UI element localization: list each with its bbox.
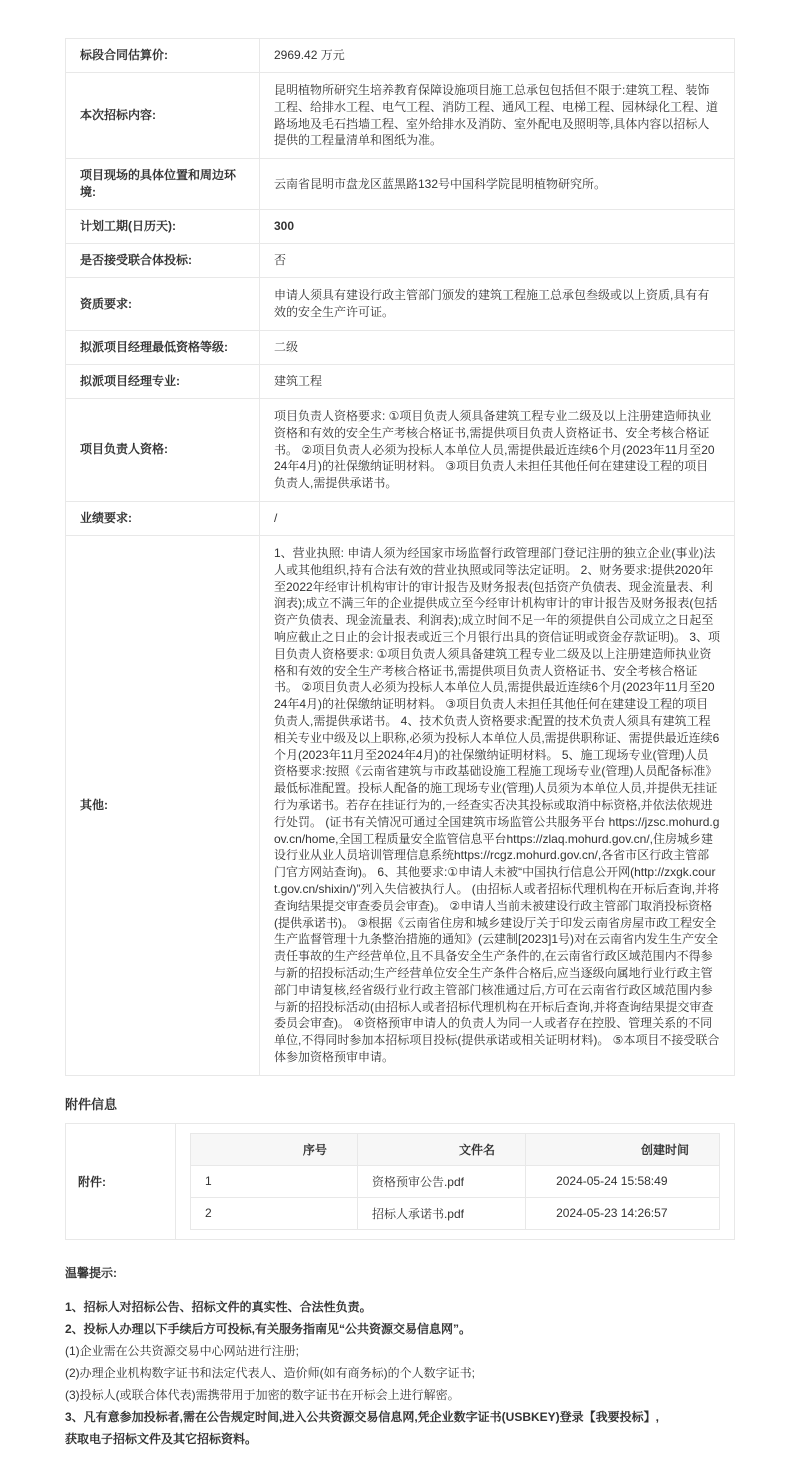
field-label: 计划工期(日历天):	[66, 210, 260, 244]
attachment-file-link[interactable]: 招标人承诺书.pdf	[357, 1197, 525, 1229]
field-label: 项目负责人资格:	[66, 399, 260, 502]
attachments-table	[65, 1123, 735, 1240]
tips-line: 2、投标人办理以下手续后方可投标,有关服务指南见“公共资源交易信息网”。	[65, 1321, 472, 1336]
column-header-seq: 序号	[191, 1133, 358, 1165]
field-value: /	[260, 501, 735, 535]
field-value: 否	[260, 244, 735, 278]
attachment-file-link[interactable]: 资格预审公告.pdf	[357, 1165, 525, 1197]
field-value: 二级	[260, 330, 735, 364]
field-label: 拟派项目经理最低资格等级:	[66, 330, 260, 364]
column-header-created: 创建时间	[526, 1133, 720, 1165]
attachment-row	[191, 1165, 720, 1197]
attachment-seq: 2	[191, 1197, 358, 1229]
tips-line: 1、招标人对招标公告、招标文件的真实性、合法性负责。	[65, 1299, 372, 1314]
table-row	[66, 330, 735, 364]
attachment-created: 2024-05-23 14:26:57	[526, 1197, 720, 1229]
attachments-section-title: 附件信息	[65, 1096, 118, 1112]
attachments-header-row	[191, 1133, 720, 1165]
field-value: 项目负责人资格要求: ①项目负责人须具备建筑工程专业二级及以上注册建造师执业资格和有效的安全生产考核合格证书,需提供项目负责人资格证书、安全考核合格证书。 ②项目负责人必须为投标人本单位人员,需提供最近连续6个月(2023年11月至2024年4月)的社保缴纳证明材料。 ③项目负责人未担任其他任何在建建设工程的项目负责人,需提供承诺书。	[260, 399, 735, 502]
field-value: 1、营业执照: 申请人须为经国家市场监督行政管理部门登记注册的独立企业(事业)法人或其他组织,持有合法有效的营业执照或同等法定证明。 2、财务要求:提供2020年至2022年经审计机构审计的审计报告及财务报表(包括资产负债表、现金流量表、利润表);成立不满三年的企业提供成立至今经审计机构审计的审计报告及财务报表(包括资产负债表、现金流量表、利润表);成立时间不足一年的须提供自公司成立之日起至响应截止之日止的会计报表或近三个月银行出具的资信证明或资金存款证明)。 3、项目负责人资格要求: ①项目负责人须具备建筑工程专业二级及以上注册建造师执业资格和有效的安全生产考核合格证书,需提供项目负责人资格证书、安全考核合格证书。 ②项目负责人必须为投标人本单位人员,需提供最近连续6个月(2023年11月至2024年4月)的社保缴纳证明材料。 ③项目负责人未担任其他任何在建建设工程的项目负责人,需提供承诺书。 4、技术负责人资格要求:配置的技术负责人须具有建筑工程相关专业中级及以上职称,必须为投标人本单位人员,需提供职称证、需提供最近连续6个月(2023年11月至2024年4月)的社保缴纳证明材料。 5、施工现场专业(管理)人员资格要求:按照《云南省建筑与市政基础设施工程施工现场专业(管理)人员配备标准》最低标准配置。投标人配备的施工现场专业(管理)人员须为本单位人员,并提供无挂证行为承诺书。若存在挂证行为的,一经查实否决其投标或取消中标资格,并依法依规进行处罚。 (证书有关情况可通过全国建筑市场监管公共服务平台 https://jzsc.mohurd.gov.cn/home,全国工程质量安全监管信息平台https://zlaq.mohurd.gov.cn/,住房城乡建设行业从业人员培训管理信息系统https://rcgz.mohurd.gov.cn/,各省市区行政主管部门官方网站查询)。 6、其他要求:①申请人未被“中国执行信息公开网(http://zxgk.court.gov.cn/shixin/)”列入失信被执行人。 (由招标人或者招标代理机构在开标后查询,并将查询结果提交审查委员会审查)。 ②申请人当前未被建设行政主管部门取消投标资格(提供承诺书)。 ③根据《云南省住房和城乡建设厅关于印发云南省房屋市政工程安全生产监督管理十九条整治措施的通知》(云建制[2023]1号)对在云南省内发生生产安全责任事故的生产经营单位,且不具备安全生产条件的,在云南省行政区域范围内不得参与新的招投标活动;生产经营单位安全生产条件合格后,应当逐级向属地行业行政主管部门申请复核,经省级行业行政主管部门核准通过后,方可在云南省行政区域范围内参与新的招投标活动(由招标人或者招标代理机构在开标后查询,并将查询结果提交审查委员会审查)。 ④资格预审申请人的负责人为同一人或者存在控股、管理关系的不同单位,不得同时参加本招标项目投标(提供承诺或相关证明材料)。 ⑤本项目不接受联合体参加资格预审申请。	[260, 536, 735, 1076]
table-row	[66, 278, 735, 331]
table-row	[66, 536, 735, 1076]
attachment-row	[191, 1197, 720, 1229]
table-row	[66, 159, 735, 210]
field-value: 云南省昆明市盘龙区蓝黑路132号中国科学院昆明植物研究所。	[260, 159, 735, 210]
field-label: 是否接受联合体投标:	[66, 244, 260, 278]
field-label: 本次招标内容:	[66, 73, 260, 159]
table-row	[66, 501, 735, 535]
tender-detail-page	[65, 0, 735, 1480]
table-row	[66, 244, 735, 278]
attachment-seq: 1	[191, 1165, 358, 1197]
tips-line: 3、凡有意参加投标者,需在公告规定时间,进入公共资源交易信息网,凭企业数字证书(USBKEY)登录【我要投标】,	[65, 1409, 660, 1424]
field-value: 申请人须具有建设行政主管部门颁发的建筑工程施工总承包叁级或以上资质,具有有效的安全生产许可证。	[260, 278, 735, 331]
attachments-file-list	[190, 1133, 720, 1230]
field-label: 标段合同估算价:	[66, 39, 260, 73]
tender-info-table	[65, 38, 735, 1076]
table-row	[66, 1123, 735, 1239]
field-label: 项目现场的具体位置和周边环境:	[66, 159, 260, 210]
field-value: 300	[260, 210, 735, 244]
table-row	[66, 364, 735, 398]
attachments-body	[176, 1123, 735, 1239]
table-row	[66, 210, 735, 244]
field-label: 资质要求:	[66, 278, 260, 331]
attachments-label: 附件:	[66, 1123, 176, 1239]
table-row	[66, 399, 735, 502]
table-row	[66, 39, 735, 73]
field-label: 其他:	[66, 536, 260, 1076]
tips-line: (3)投标人(或联合体代表)需携带用于加密的数字证书在开标会上进行解密。	[65, 1387, 460, 1402]
field-value: 昆明植物所研究生培养教育保障设施项目施工总承包包括但不限于:建筑工程、装饰工程、给排水工程、电气工程、消防工程、通风工程、电梯工程、园林绿化工程、道路场地及毛石挡墙工程、室外给排水及消防、室外配电及照明等,具体内容以招标人提供的工程量清单和图纸为准。	[260, 73, 735, 159]
tips-line: (1)企业需在公共资源交易中心网站进行注册;	[65, 1343, 300, 1358]
tips-line: 获取电子招标文件及其它招标资料。	[65, 1431, 258, 1446]
tips-section	[65, 1262, 735, 1480]
tips-title: 温馨提示:	[65, 1265, 117, 1280]
field-label: 业绩要求:	[66, 501, 260, 535]
tips-line: (2)办理企业机构数字证书和法定代表人、造价师(如有商务标)的个人数字证书;	[65, 1365, 475, 1380]
field-value: 2969.42 万元	[260, 39, 735, 73]
column-header-filename: 文件名	[357, 1133, 525, 1165]
field-label: 拟派项目经理专业:	[66, 364, 260, 398]
field-value: 建筑工程	[260, 364, 735, 398]
attachment-created: 2024-05-24 15:58:49	[526, 1165, 720, 1197]
table-row	[66, 73, 735, 159]
